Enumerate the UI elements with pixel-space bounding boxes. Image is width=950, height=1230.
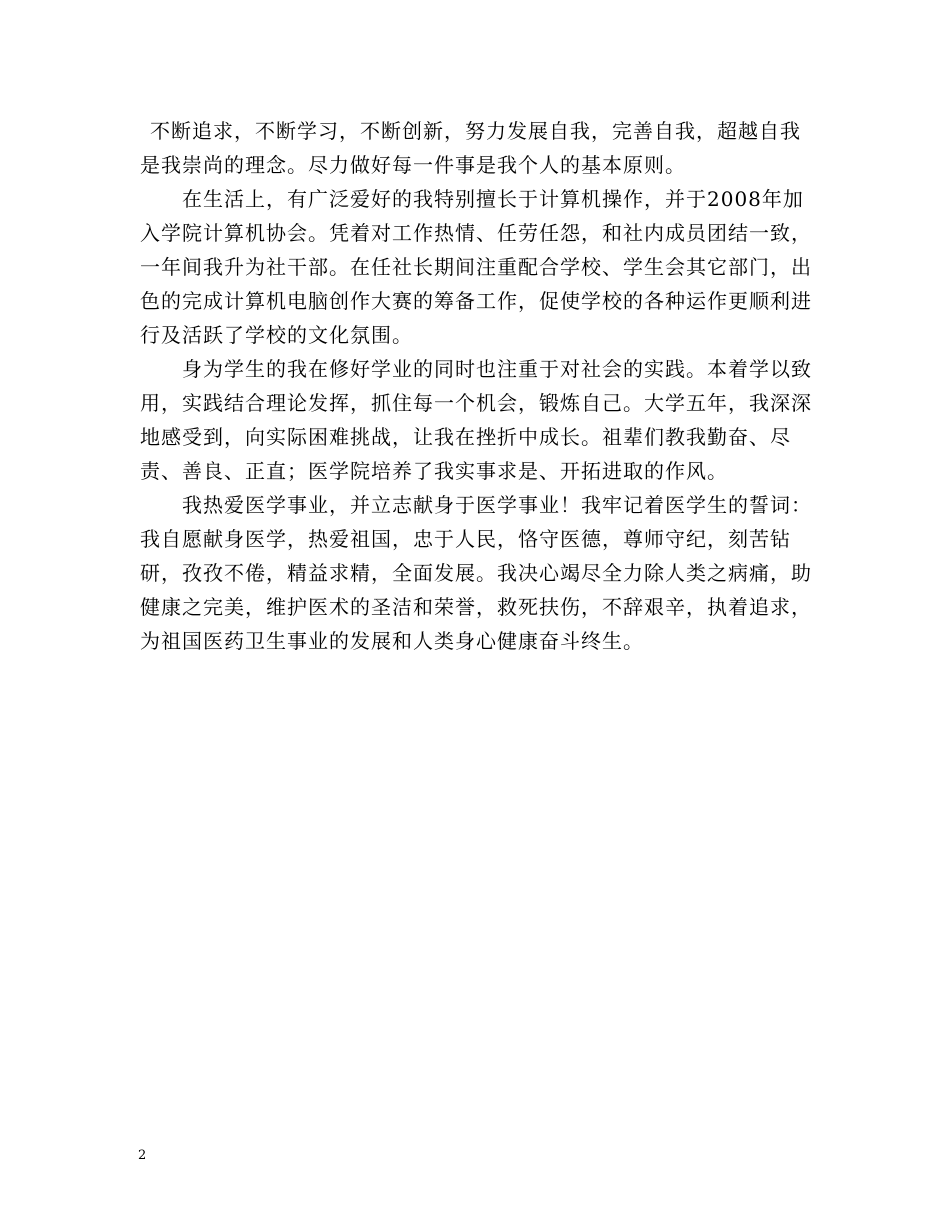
- paragraph: 在生活上，有广泛爱好的我特别擅长于计算机操作，并于2008年加入学院计算机协会。凭着对工作热情、任劳任怨，和社内成员团结一致，一年间我升为社干部。在任社长期间注重配合学校、学生会其它部门，出色的完成计算机电脑创作大赛的筹备工作，促使学校的各种运作更顺利进行及活跃了学校的文化氛围。: [140, 187, 812, 347]
- paragraph: 身为学生的我在修好学业的同时也注重于对社会的实践。本着学以致用，实践结合理论发挥，抓住每一个机会，锻炼自己。大学五年，我深深地感受到，向实际困难挑战，让我在挫折中成长。祖辈们教我勤奋、尽责、善良、正直；医学院培养了我实事求是、开拓进取的作风。: [140, 357, 812, 483]
- paragraph: 不断追求，不断学习，不断创新，努力发展自我，完善自我，超越自我是我崇尚的理念。尽力做好每一件事是我个人的基本原则。: [140, 119, 801, 177]
- paragraph: 我热爱医学事业，并立志献身于医学事业！我牢记着医学生的誓词：我自愿献身医学，热爱祖国，忠于人民，恪守医德，尊师守纪，刻苦钻研，孜孜不倦，精益求精，全面发展。我决心竭尽全力除人类之病痛，助健康之完美，维护医术的圣洁和荣誉，救死扶伤，不辞艰辛，执着追求，为祖国医药卫生事业的发展和人类身心健康奋斗终生。: [140, 493, 812, 653]
- document-body: [140, 114, 820, 658]
- page-number: 2: [138, 1148, 147, 1163]
